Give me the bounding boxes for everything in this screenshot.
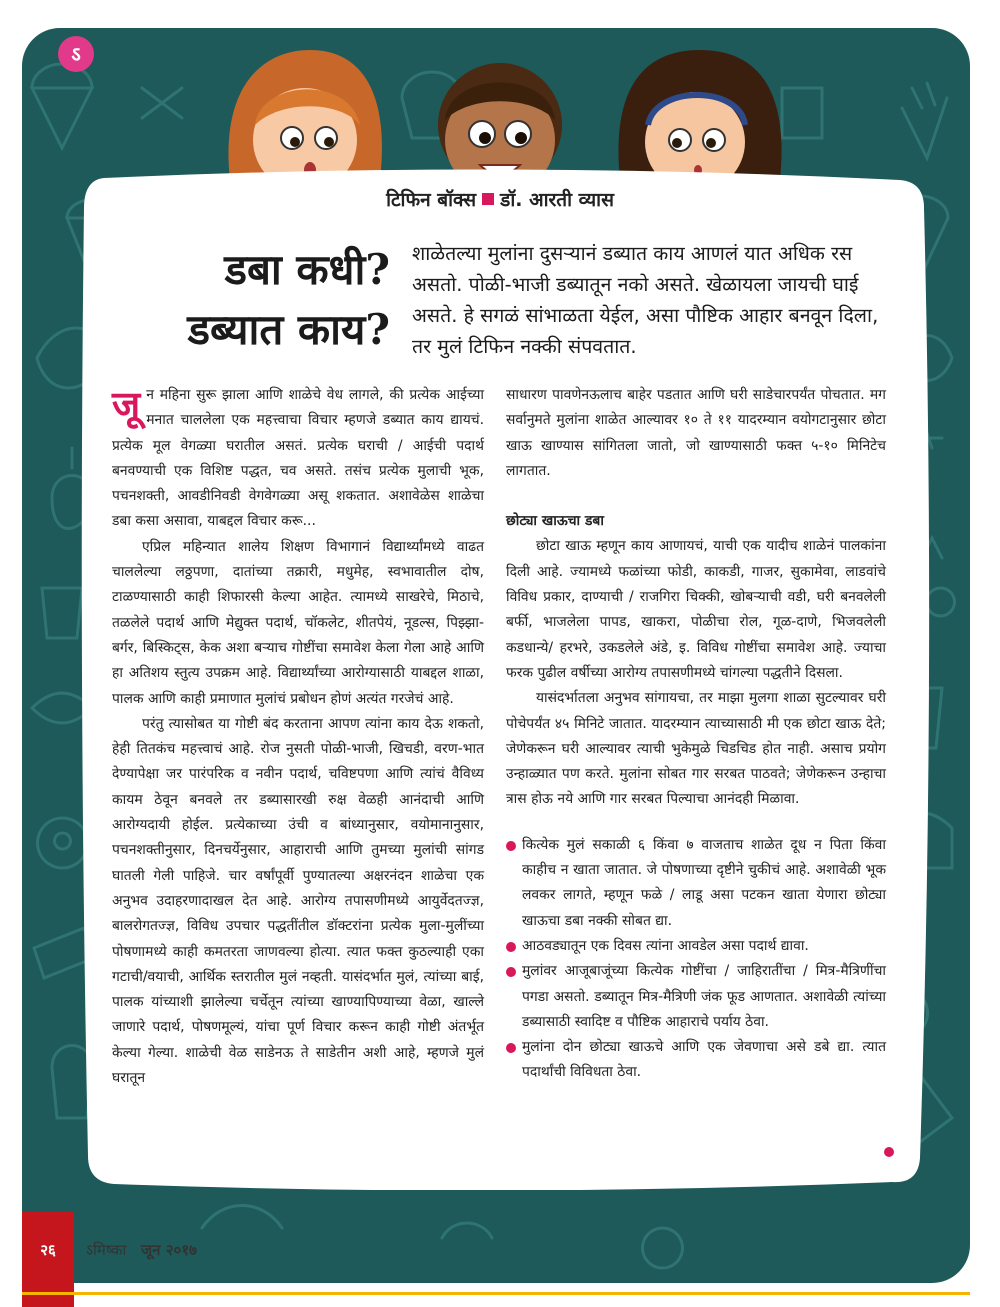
girl-right	[618, 50, 781, 180]
cartoon-kids-illustration	[200, 30, 800, 180]
paragraph: यासंदर्भातला अनुभव सांगायचा, तर माझा मुलगा शाळा सुटल्यावर घरी पोचेपर्यंत ४५ मिनिटे जातात. यादरम्यान त्याच्यासाठी मी एक छोटा खाऊ देते; जेणेकरून घरी आल्यावर त्याची भुकेमुळे चिडचिड होत नाही. असाच प्रयोग उन्हाळ्यात पण करते. मुलांना सोबत गार सरबत पाठवते; जेणेकरून उन्हाचा त्रास होऊ नये आणि गार सरबत पिल्याचा आनंदही मिळावा.	[506, 690, 886, 808]
list-item: कित्येक मुलं सकाळी ६ किंवा ७ वाजताच शाळेत दूध न पिता किंवा काहीच न खाता जातात. जे पोषणाच्या दृष्टीने चुकीचं आहे. अशावेळी भूक लवकर लागते, म्हणून फळे / लाडू असा पटकन खाता येणारा छोट्या खाऊचा डबा नक्की सोबत द्या.	[506, 833, 886, 934]
footer-folio	[86, 1240, 197, 1260]
footer-rule	[22, 1292, 970, 1295]
list-item: आठवड्यातून एक दिवस त्यांना आवडेल असा पदार्थ द्यावा.	[506, 934, 886, 959]
list-item: मुलांवर आजूबाजूंच्या कित्येक गोष्टींचा / जाहिरातींचा / मित्र-मैत्रिणींचा पगडा असतो. डब्यातून मित्र-मैत्रिणी जंक फूड आणतात. अशावेळी त्यांच्या डब्यासाठी स्वादिष्ट व पौष्टिक आहाराचे पर्याय ठेवा.	[506, 959, 886, 1035]
article-title	[110, 240, 390, 360]
paragraph-intro	[112, 383, 484, 535]
footer-issue-date: जून २०१७	[141, 1241, 197, 1259]
paragraph-intro-text: न महिना सुरू झाला आणि शाळेचे वेध लागले, की प्रत्येक आईच्या मनात चाललेला एक महत्त्वाचा विचार म्हणजे डब्यात काय द्यायचं. प्रत्येक मूल वेगळ्या घरातील असतं. प्रत्येक घराची / आईची पदार्थ बनवण्याची एक विशिष्ट पद्धत, चव असते. तसंच प्रत्येक मुलाची भूक, पचनशक्ती, आवडीनिवडी वेगवेगळ्या असू शकतात. अशावेळेस शाळेचा डबा कसा असावा, याबद्दल विचार करू...	[112, 387, 484, 530]
bullet-dot-icon	[506, 942, 516, 952]
paragraph: छोटा खाऊ म्हणून काय आणायचं, याची एक यादीच शाळेनं पालकांना दिली आहे. ज्यामध्ये फळांच्या फोडी, काकडी, गाजर, सुकामेवा, लाडवांचे विविध प्रकार, दाण्याची / राजगिरा चिक्की, खोबऱ्याची वडी, घरी बनवलेली बर्फी, भाजलेला पापड, खाकरा, पोळीचा रोल, गूळ-दाणे, भिजवलेली कडधान्ये/ हरभरे, उकडलेले अंडे, इ. विविध गोष्टींचा समावेश आहे. ज्याचा फरक पुढील वर्षीच्या आरोग्य तपासणीमध्ये चांगल्या पद्धतीने दिसला.	[506, 538, 886, 681]
bullet-dot-icon	[506, 967, 516, 977]
footer-magazine-name: ऽमिष्का	[86, 1241, 127, 1259]
subheading: छोट्या खाऊचा डबा	[506, 513, 604, 530]
title-line-2: डब्यात काय?	[187, 305, 390, 354]
paragraph: परंतु त्यासोबत या गोष्टी बंद करताना आपण त्यांना काय देऊ शकतो, हेही तितकंच महत्त्वाचं आहे. रोज नुसती पोळी-भाजी, खिचडी, वरण-भात देण्यापेक्षा जर पारंपरिक व नवीन पदार्थ, चविष्टपणा आणि त्यांचं वैविध्य कायम ठेवून बनवले तर डब्यासारखी रुक्ष वेळही आनंदाची आणि आरोग्यदायी होईल. प्रत्येकाच्या उंची व बांध्यानुसार, वयोमानानुसार, पचनशक्तीनुसार, दिनचर्येनुसार, आहाराची आणि तुमच्या मुलांची सांगड घातली गेली पाहिजे. चार वर्षांपूर्वी पुण्यातल्या अक्षरनंदन शाळेचा एक अनुभव उदाहरणादाखल देत आहे. आरोग्य तपासणीमध्ये आयुर्वेदतज्ज्ञ, बालरोगतज्ज्ञ, विविध उपचार पद्धतींतील डॉक्टरांना प्रत्येक मुला-मुलींच्या पोषणामध्ये काही कमतरता जाणवल्या होत्या. त्यात फक्त कुठल्याही एका गटाची/वयाची, आर्थिक स्तरातील मुलं नव्हती. यासंदर्भात मुलं, त्यांच्या बाई, पालक यांच्याशी झालेल्या चर्चेतून त्यांच्या खाण्यापिण्याच्या वेळा, खाल्ले जाणारे पदार्थ, पोषणमूल्यं, यांचा पूर्ण विचार करून काही गोष्टी अंतर्भूत केल्या गेल्या. शाळेची वेळ साडेनऊ ते साडेतीन अशी आहे, म्हणजे मुलं घरातून	[112, 715, 484, 1087]
tips-list	[506, 833, 886, 1086]
kicker-separator	[482, 193, 494, 205]
paragraph: साधारण पावणेनऊलाच बाहेर पडतात आणि घरी साडेचारपर्यंत पोचतात. मग सर्वानुमते मुलांना शाळेत आल्यावर १० ते ११ यादरम्यान वयोगटानुसार छोटा खाऊ खाण्यास सांगितला जातो, जो खाण्यासाठी फक्त ५-१० मिनिटेच लागतात.	[506, 387, 886, 479]
list-item: मुलांना दोन छोट्या खाऊचे आणि एक जेवणाचा असे डबे द्या. त्यात पदार्थांची विविधता ठेवा.	[506, 1035, 886, 1086]
kicker-author: डॉ. आरती व्यास	[500, 189, 614, 211]
bullet-dot-icon	[506, 841, 516, 851]
drop-cap: जू	[112, 382, 141, 427]
body-column-1	[112, 383, 484, 1091]
standfirst: शाळेतल्या मुलांना दुसऱ्यानं डब्यात काय आणलं यात अधिक रस असतो. पोळी-भाजी डब्यातून नको असते. खेळायला जायची घाई असते. हे सगळं सांभाळता येईल, असा पौष्टिक आहार बनवून दिला, तर मुलं टिफिन नक्की संपवतात.	[412, 242, 879, 358]
boy-center	[438, 63, 562, 180]
title-line-1: डबा कधी?	[224, 245, 390, 294]
bullet-dot-icon	[506, 1043, 516, 1053]
girl-left	[228, 50, 381, 180]
kicker-section: टिफिन बॉक्स	[386, 189, 477, 211]
body-column-2	[506, 383, 886, 1086]
end-mark-icon	[884, 1147, 894, 1157]
section-kicker	[0, 186, 1000, 212]
page-number: २६	[40, 1241, 56, 1259]
magazine-logo: ऽ	[58, 36, 94, 72]
paragraph: एप्रिल महिन्यात शालेय शिक्षण विभागानं विद्यार्थ्यांमध्ये वाढत चाललेल्या लठ्ठपणा, दातांच्या तक्रारी, मधुमेह, स्वभावातील दोष, टाळण्यासाठी काही शिफारसी केल्या आहेत. त्यामध्ये साखरेचे, मिठाचे, तळलेले पदार्थ आणि मेद्युक्त पदार्थ, चॉकलेट, शीतपेयं, नूडल्स, पिझ्झा-बर्गर, बिस्किट्स, केक अशा बऱ्याच गोष्टींचा समावेश केला गेला आहे आणि हा अतिशय स्तुत्य उपक्रम आहे. विद्यार्थ्यांच्या आरोग्यासाठी याबद्दल शाळा, पालक आणि काही प्रमाणात मुलांचं प्रबोधन होणं अत्यंत गरजेचं आहे.	[112, 538, 484, 707]
